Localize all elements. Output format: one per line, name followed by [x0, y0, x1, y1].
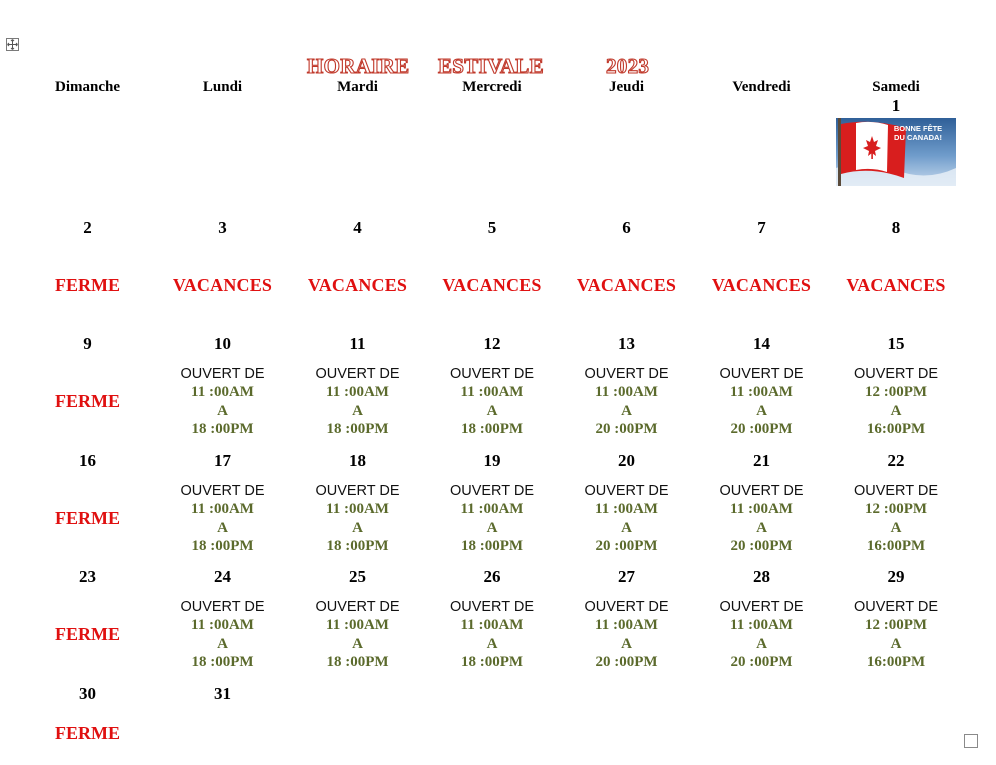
day-number: 7 — [757, 218, 766, 237]
close-time: 20 :00PM — [730, 421, 793, 438]
open-time: 11 :00AM — [730, 501, 793, 517]
week-row-2 — [20, 218, 963, 334]
day-number: 12 — [483, 334, 501, 353]
title-year: 2023 — [606, 54, 650, 78]
open-label: OUVERT DE — [180, 366, 265, 382]
day-number: 24 — [214, 567, 231, 586]
open-time: 11 :00AM — [191, 501, 254, 517]
table-resize-handle[interactable] — [964, 734, 978, 748]
day-cell — [694, 451, 829, 567]
open-label: OUVERT DE — [315, 483, 400, 499]
close-time: 18 :00PM — [191, 654, 254, 671]
open-time: 11 :00AM — [730, 617, 793, 633]
vacation-label: VACANCES — [711, 275, 812, 295]
open-label: OUVERT DE — [584, 366, 669, 382]
day-number: 17 — [214, 451, 231, 470]
time-separator: A — [486, 519, 498, 536]
day-cell — [425, 451, 559, 567]
weekday-wednesday: Mercredi — [462, 79, 522, 95]
open-label: OUVERT DE — [584, 599, 669, 615]
day-cell — [290, 334, 425, 451]
open-time: 12 :00PM — [864, 617, 928, 633]
day-cell — [155, 218, 290, 334]
open-time: 11 :00AM — [326, 384, 389, 400]
time-separator: A — [217, 402, 228, 419]
day-cell — [20, 451, 155, 567]
day-cell-1 — [829, 96, 963, 218]
day-number: 1 — [891, 96, 901, 115]
time-separator: A — [890, 635, 902, 652]
day-cell — [20, 218, 155, 334]
open-label: OUVERT DE — [719, 366, 804, 382]
day-number: 18 — [349, 451, 366, 470]
day-cell — [290, 567, 425, 684]
day-number: 14 — [753, 334, 770, 353]
flag-caption-line1: BONNE FÊTE — [893, 124, 943, 133]
open-time: 12 :00PM — [864, 384, 928, 400]
day-cell — [559, 451, 694, 567]
open-label: OUVERT DE — [853, 599, 939, 615]
open-label: OUVERT DE — [449, 366, 535, 382]
close-time: 18 :00PM — [326, 654, 389, 671]
title-word-horaire: HORAIRE — [307, 54, 410, 78]
weekday-saturday: Samedi — [872, 79, 920, 95]
week-row-5 — [20, 567, 963, 684]
close-time: 18 :00PM — [326, 538, 389, 555]
open-label: OUVERT DE — [315, 599, 400, 615]
close-time: 20 :00PM — [730, 538, 793, 555]
day-number: 20 — [618, 451, 635, 470]
vacation-label: VACANCES — [172, 275, 273, 295]
weekday-thursday: Jeudi — [608, 79, 644, 95]
day-number: 10 — [214, 334, 231, 353]
day-cell — [559, 218, 694, 334]
day-cell — [290, 451, 425, 567]
open-label: OUVERT DE — [449, 483, 535, 499]
canada-day-flag-image — [836, 118, 956, 186]
day-cell — [155, 334, 290, 451]
week-row-6 — [20, 684, 963, 744]
time-separator: A — [217, 519, 228, 536]
vacation-label: VACANCES — [576, 275, 677, 295]
day-number: 5 — [487, 218, 497, 237]
day-number: 2 — [83, 218, 92, 237]
closed-label: FERME — [55, 508, 120, 528]
week-row-1 — [20, 96, 963, 218]
close-time: 16:00PM — [866, 421, 926, 438]
day-number: 26 — [483, 567, 501, 586]
vacation-label: VACANCES — [442, 275, 542, 295]
open-time: 11 :00AM — [460, 617, 524, 633]
time-separator: A — [621, 519, 632, 536]
table-move-handle[interactable] — [6, 38, 19, 51]
time-separator: A — [621, 635, 632, 652]
closed-label: FERME — [55, 723, 120, 743]
day-number: 8 — [891, 218, 901, 237]
open-label: OUVERT DE — [719, 483, 804, 499]
time-separator: A — [890, 519, 902, 536]
calendar-table — [20, 78, 963, 744]
open-time: 11 :00AM — [326, 617, 389, 633]
time-separator: A — [352, 635, 363, 652]
flag-caption-line2: DU CANADA! — [894, 133, 942, 142]
close-time: 18 :00PM — [326, 421, 389, 438]
day-number: 23 — [79, 567, 96, 586]
day-cell — [155, 684, 290, 744]
vacation-label: VACANCES — [846, 275, 946, 295]
day-number: 15 — [887, 334, 905, 353]
vacation-label: VACANCES — [307, 275, 408, 295]
open-label: OUVERT DE — [180, 599, 265, 615]
day-cell — [290, 218, 425, 334]
close-time: 18 :00PM — [460, 538, 524, 555]
close-time: 16:00PM — [866, 538, 926, 555]
closed-label: FERME — [55, 624, 120, 644]
weekday-monday: Lundi — [202, 79, 243, 95]
open-time: 11 :00AM — [460, 384, 524, 400]
day-number: 25 — [349, 567, 366, 586]
time-separator: A — [486, 402, 498, 419]
day-cell — [829, 334, 963, 451]
day-cell — [155, 451, 290, 567]
day-number: 4 — [353, 218, 362, 237]
title-word-estivale: ESTIVALE — [438, 54, 544, 78]
time-separator: A — [352, 519, 363, 536]
time-separator: A — [890, 402, 902, 419]
weekday-header-row — [20, 78, 963, 96]
open-label: OUVERT DE — [449, 599, 535, 615]
day-cell — [829, 218, 963, 334]
day-number: 31 — [214, 684, 231, 703]
day-cell — [559, 567, 694, 684]
close-time: 20 :00PM — [595, 654, 658, 671]
open-label: OUVERT DE — [853, 366, 939, 382]
day-cell — [559, 334, 694, 451]
week-row-4 — [20, 451, 963, 567]
open-time: 11 :00AM — [595, 501, 658, 517]
day-number: 6 — [622, 218, 631, 237]
time-separator: A — [486, 635, 498, 652]
time-separator: A — [756, 519, 767, 536]
closed-label: FERME — [55, 391, 120, 411]
day-number: 28 — [753, 567, 770, 586]
day-number: 9 — [83, 334, 92, 353]
open-label: OUVERT DE — [853, 483, 939, 499]
close-time: 18 :00PM — [460, 421, 524, 438]
open-time: 11 :00AM — [326, 501, 389, 517]
close-time: 20 :00PM — [595, 538, 658, 555]
day-cell — [694, 218, 829, 334]
close-time: 18 :00PM — [191, 421, 254, 438]
open-time: 11 :00AM — [595, 617, 658, 633]
time-separator: A — [756, 402, 767, 419]
day-cell — [829, 567, 963, 684]
weekday-sunday: Dimanche — [55, 79, 120, 95]
open-label: OUVERT DE — [584, 483, 669, 499]
open-time: 11 :00AM — [595, 384, 658, 400]
day-cell — [155, 567, 290, 684]
day-number: 19 — [483, 451, 501, 470]
open-time: 11 :00AM — [191, 384, 254, 400]
day-number: 30 — [79, 684, 96, 703]
day-number: 21 — [753, 451, 770, 470]
day-number: 29 — [887, 567, 905, 586]
time-separator: A — [756, 635, 767, 652]
close-time: 20 :00PM — [730, 654, 793, 671]
day-cell — [20, 567, 155, 684]
day-number: 3 — [218, 218, 227, 237]
day-cell — [694, 567, 829, 684]
day-cell — [20, 684, 155, 744]
day-number: 22 — [887, 451, 905, 470]
day-cell — [829, 451, 963, 567]
close-time: 20 :00PM — [595, 421, 658, 438]
close-time: 16:00PM — [866, 654, 926, 671]
open-label: OUVERT DE — [315, 366, 400, 382]
closed-label: FERME — [55, 275, 120, 295]
day-cell — [425, 567, 559, 684]
day-number: 11 — [349, 334, 366, 353]
open-label: OUVERT DE — [180, 483, 265, 499]
close-time: 18 :00PM — [191, 538, 254, 555]
day-cell — [425, 334, 559, 451]
open-time: 11 :00AM — [191, 617, 254, 633]
day-cell — [425, 218, 559, 334]
weekday-friday: Vendredi — [732, 79, 791, 95]
open-label: OUVERT DE — [719, 599, 804, 615]
move-arrows-icon — [7, 39, 18, 50]
day-number: 27 — [618, 567, 635, 586]
day-cell — [694, 334, 829, 451]
day-number: 16 — [79, 451, 96, 470]
day-cell — [20, 334, 155, 451]
weekday-tuesday: Mardi — [337, 79, 378, 95]
time-separator: A — [352, 402, 363, 419]
close-time: 18 :00PM — [460, 654, 524, 671]
open-time: 12 :00PM — [864, 501, 928, 517]
week-row-3 — [20, 334, 963, 451]
day-number: 13 — [618, 334, 635, 353]
open-time: 11 :00AM — [730, 384, 793, 400]
time-separator: A — [621, 402, 632, 419]
open-time: 11 :00AM — [460, 501, 524, 517]
time-separator: A — [217, 635, 228, 652]
